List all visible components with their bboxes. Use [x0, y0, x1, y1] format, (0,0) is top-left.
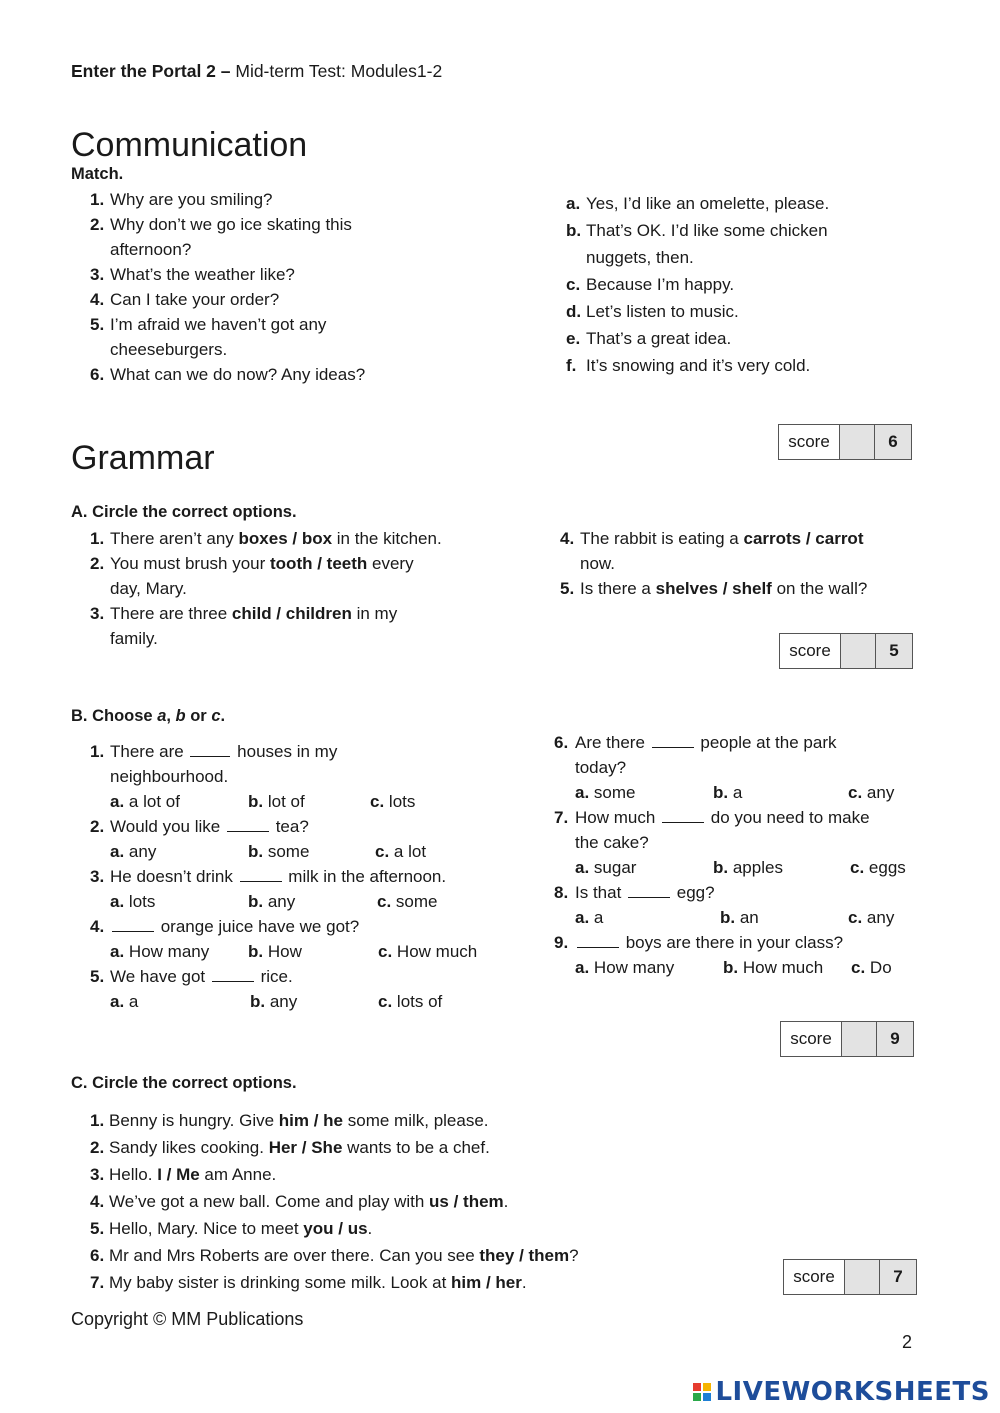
page-number: 2	[902, 1332, 913, 1352]
question: 7. How much do you need to make	[554, 808, 870, 827]
options-row: a. a b. any c. lots of	[110, 992, 443, 1011]
list-item-continuation: cheeseburgers.	[110, 340, 228, 359]
question-continuation: neighbourhood.	[110, 767, 229, 786]
options-row: a. some b. a c. any	[575, 783, 895, 802]
communication-answers	[566, 190, 829, 379]
list-item: 1. Benny is hungry. Give him / he some milk, please.	[90, 1111, 489, 1130]
list-item: 3. Hello. I / Me am Anne.	[90, 1165, 277, 1184]
grammar-b-right	[554, 730, 906, 980]
score-total: 9	[877, 1022, 913, 1056]
options-row: a. How many b. How much c. Do	[575, 958, 892, 977]
list-item: 4. Can I take your order?	[90, 290, 280, 309]
question: 5. We have got rice.	[90, 967, 293, 986]
logo-text: LIVEWORKSHEETS	[715, 1377, 990, 1407]
grammar-a-score-box	[779, 633, 913, 669]
score-input[interactable]	[845, 1260, 880, 1294]
score-label: score	[780, 634, 841, 668]
answer-blank[interactable]	[227, 817, 269, 832]
question: 4. orange juice have we got?	[90, 917, 360, 936]
options-row: a. How many b. How c. How much	[110, 942, 478, 961]
list-item: 4. We’ve got a new ball. Come and play with us / them.	[90, 1192, 509, 1211]
answer-blank[interactable]	[577, 933, 619, 948]
list-item: 2. Why don’t we go ice skating this	[90, 215, 352, 234]
grammar-c-instruction: C. Circle the correct options.	[71, 1074, 297, 1092]
communication-score-box	[778, 424, 912, 460]
list-item: 5. Hello, Mary. Nice to meet you / us.	[90, 1219, 373, 1238]
score-label: score	[781, 1022, 842, 1056]
question: 9. boys are there in your class?	[554, 933, 844, 952]
list-item-continuation: now.	[580, 554, 615, 573]
options-row: a. a b. an c. any	[575, 908, 895, 927]
list-item: 6. Mr and Mrs Roberts are over there. Can you see they / them?	[90, 1246, 579, 1265]
list-item-continuation: nuggets, then.	[586, 248, 694, 267]
score-total: 6	[875, 425, 911, 459]
liveworksheets-logo[interactable]	[693, 1377, 990, 1407]
list-item: 2. Sandy likes cooking. Her / She wants to be a chef.	[90, 1138, 490, 1157]
grammar-a-right	[560, 526, 867, 601]
header-title-bold: Enter the Portal 2 –	[71, 61, 231, 81]
communication-title: Communication	[71, 126, 308, 164]
score-total: 5	[876, 634, 912, 668]
question: 3. He doesn’t drink milk in the afternoon.	[90, 867, 447, 886]
list-item: e. That’s a great idea.	[566, 329, 732, 348]
list-item: 6. What can we do now? Any ideas?	[90, 365, 366, 384]
question: 2. Would you like tea?	[90, 817, 309, 836]
list-item: b. That’s OK. I’d like some chicken	[566, 221, 828, 240]
grammar-title: Grammar	[71, 439, 215, 477]
answer-blank[interactable]	[628, 883, 670, 898]
score-input[interactable]	[841, 634, 876, 668]
logo-square	[693, 1393, 701, 1401]
options-row: a. lots b. any c. some	[110, 892, 438, 911]
list-item: a. Yes, I’d like an omelette, please.	[566, 194, 830, 213]
answer-blank[interactable]	[190, 742, 230, 757]
list-item: d. Let’s listen to music.	[566, 302, 739, 321]
grammar-a-left	[90, 526, 442, 651]
options-row: a. a lot of b. lot of c. lots	[110, 792, 416, 811]
list-item: 5. I’m afraid we haven’t got any	[90, 315, 327, 334]
list-item: c. Because I’m happy.	[566, 275, 735, 294]
grammar-c-list	[90, 1107, 579, 1296]
header-title-rest: Mid-term Test: Modules1-2	[230, 61, 443, 81]
score-input[interactable]	[840, 425, 875, 459]
copyright: Copyright © MM Publications	[71, 1309, 304, 1329]
grammar-a-instruction: A. Circle the correct options.	[71, 503, 297, 521]
communication-questions	[90, 187, 365, 387]
answer-blank[interactable]	[112, 917, 154, 932]
communication-instruction: Match.	[71, 165, 124, 183]
logo-square	[703, 1383, 711, 1391]
options-row: a. sugar b. apples c. eggs	[575, 858, 906, 877]
grammar-c-score-box	[783, 1259, 917, 1295]
question: 1. There are houses in my	[90, 742, 338, 761]
list-item-continuation: afternoon?	[110, 240, 192, 259]
options-row: a. any b. some c. a lot	[110, 842, 427, 861]
question: 8. Is that egg?	[554, 883, 715, 902]
answer-blank[interactable]	[652, 733, 694, 748]
list-item: 7. My baby sister is drinking some milk. Look at him / her.	[90, 1273, 527, 1292]
list-item-continuation: day, Mary.	[110, 579, 187, 598]
list-item: 1. There aren’t any boxes / box in the kitchen.	[90, 529, 442, 548]
score-label: score	[779, 425, 840, 459]
list-item: 2. You must brush your tooth / teeth every	[90, 554, 414, 573]
list-item: 5. Is there a shelves / shelf on the wall?	[560, 579, 868, 598]
score-label: score	[784, 1260, 845, 1294]
answer-blank[interactable]	[240, 867, 282, 882]
logo-square	[693, 1383, 701, 1391]
document-header	[71, 59, 442, 84]
answer-blank[interactable]	[662, 808, 704, 823]
logo-mark-icon	[693, 1383, 711, 1401]
score-total: 7	[880, 1260, 916, 1294]
question-continuation: the cake?	[575, 833, 649, 852]
question: 6. Are there people at the park	[554, 733, 837, 752]
list-item: 4. The rabbit is eating a carrots / carrot	[560, 529, 864, 548]
score-input[interactable]	[842, 1022, 877, 1056]
answer-blank[interactable]	[212, 967, 254, 982]
list-item: 3. There are three child / children in my	[90, 604, 398, 623]
grammar-b-left	[90, 739, 478, 1014]
list-item: 1. Why are you smiling?	[90, 190, 273, 209]
grammar-b-instruction: B. Choose a, b or c.	[71, 707, 226, 725]
grammar-b-score-box	[780, 1021, 914, 1057]
list-item: 3. What’s the weather like?	[90, 265, 295, 284]
list-item: f. It’s snowing and it’s very cold.	[566, 356, 811, 375]
list-item-continuation: family.	[110, 629, 158, 648]
logo-square	[703, 1393, 711, 1401]
question-continuation: today?	[575, 758, 627, 777]
